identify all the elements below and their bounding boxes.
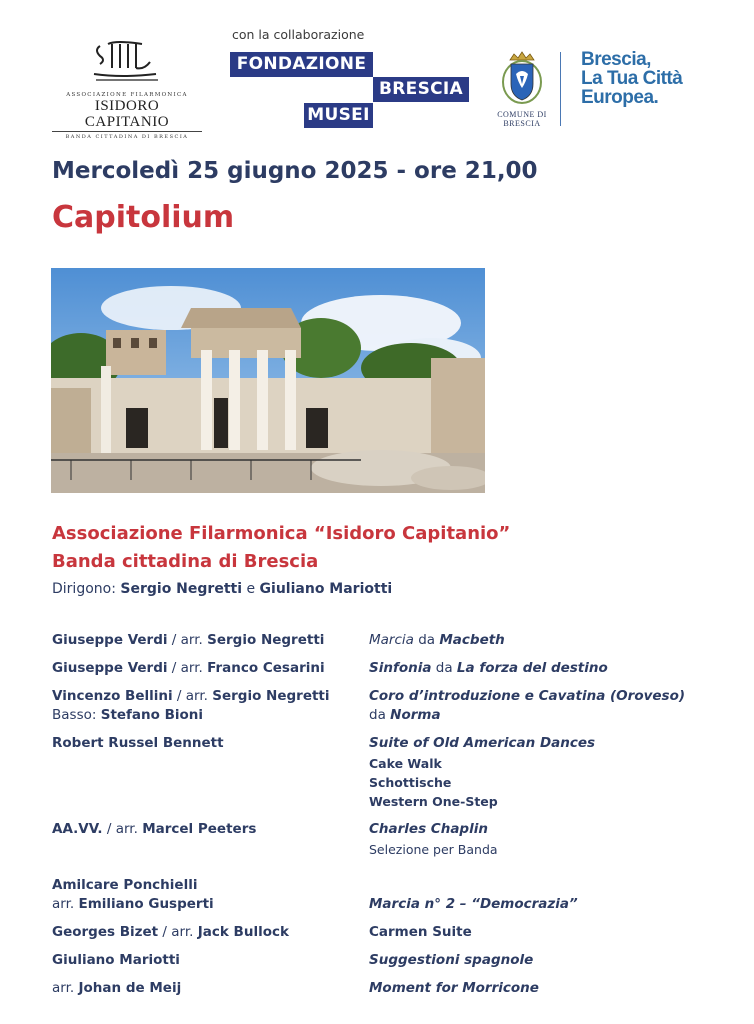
program-item-4-movement-2: Schottische (369, 775, 452, 790)
opera-title: Macbeth (439, 632, 505, 648)
arr-label: arr. (52, 980, 75, 996)
directors-conjunction: e (246, 581, 256, 597)
program-item-5-note: Selezione per Banda (369, 842, 498, 857)
program-item-3-work (369, 706, 441, 724)
tagline-line1: Brescia, (581, 49, 651, 70)
arranger: Franco Cesarini (207, 660, 325, 676)
soloist-label: Basso: (52, 707, 97, 723)
program-item-7-composer (52, 923, 289, 941)
program-item-8-title: Suggestioni spagnole (369, 952, 534, 968)
treble-clef-logo-icon (92, 40, 162, 84)
composer: Giuseppe Verdi (52, 632, 168, 648)
fondazione-logo-word1: FONDAZIONE (230, 52, 373, 77)
arr-separator: / arr. (167, 660, 208, 676)
logo-divider (560, 52, 561, 126)
da-connector: da (413, 632, 440, 648)
program-item-6-title: Marcia n° 2 – “Democrazia” (369, 896, 578, 912)
program-item-3-soloist (52, 706, 203, 724)
arr-separator: / arr. (102, 821, 143, 837)
arr-label: arr. (52, 896, 75, 912)
ensemble-name: Associazione Filarmonica “Isidoro Capitanio” (52, 523, 511, 544)
arranger: Sergio Negretti (207, 632, 325, 648)
arranger: Johan de Meij (78, 980, 182, 996)
isidoro-capitanio-logo (52, 40, 202, 140)
ensemble-subtitle: Banda cittadina di Brescia (52, 551, 319, 572)
arranger: Jack Bullock (197, 924, 289, 940)
soloist: Stefano Bioni (100, 707, 204, 723)
arranger: Sergio Negretti (212, 688, 330, 704)
collaboration-label: con la collaborazione (232, 27, 365, 42)
program-item-3-title: Coro d’introduzione e Cavatina (Oroveso) (369, 688, 686, 704)
association-subtitle: BANDA CITTADINA DI BRESCIA (65, 134, 189, 140)
fondazione-logo-word3: MUSEI (304, 103, 373, 128)
comune-di-brescia-logo (496, 50, 548, 128)
event-date-time: Mercoledì 25 giugno 2025 - ore 21,00 (52, 158, 538, 184)
piece-title: Sinfonia (369, 660, 432, 676)
brescia-tagline (581, 50, 682, 107)
composer: Giuseppe Verdi (52, 660, 168, 676)
composer: AA.VV. (52, 821, 103, 837)
program-item-4-movement-3: Western One-Step (369, 794, 498, 809)
program-item-7-title: Carmen Suite (369, 924, 472, 940)
program-item-6-arranger (52, 895, 214, 913)
arr-separator: / arr. (158, 924, 198, 940)
da-connector: da (431, 660, 457, 676)
program-item-4-movement-1: Cake Walk (369, 756, 442, 771)
program-item-6-composer: Amilcare Ponchielli (52, 877, 198, 893)
tagline-line3: Europea. (581, 87, 659, 108)
program-item-2-work (369, 659, 608, 677)
program-item-1-composer (52, 631, 324, 649)
fondazione-logo-word2: BRESCIA (373, 77, 469, 102)
event-venue: Capitolium (52, 200, 235, 235)
brescia-label: BRESCIA (503, 119, 541, 128)
piece-title: Marcia (369, 632, 414, 648)
program-item-9-title: Moment for Morricone (369, 980, 539, 996)
program-item-9-arranger (52, 979, 181, 997)
program-item-5-composer (52, 820, 256, 838)
tagline-line2: La Tua Città (581, 68, 683, 89)
director-2: Giuliano Mariotti (259, 581, 393, 597)
program-item-5-title: Charles Chaplin (369, 821, 488, 837)
composer: Georges Bizet (52, 924, 159, 940)
arr-separator: / arr. (172, 688, 213, 704)
director-1: Sergio Negretti (120, 581, 243, 597)
arr-separator: / arr. (167, 632, 208, 648)
opera-title: Norma (390, 707, 441, 723)
program-item-2-composer (52, 659, 325, 677)
program-item-4-composer: Robert Russel Bennett (52, 735, 224, 751)
directors-line (52, 581, 392, 597)
da-connector: da (369, 707, 386, 723)
arranger: Marcel Peeters (142, 821, 257, 837)
program-item-4-title: Suite of Old American Dances (369, 735, 596, 751)
comune-label: COMUNE DI (497, 110, 547, 119)
city-crest-icon (500, 50, 544, 106)
composer: Vincenzo Bellini (52, 688, 173, 704)
arranger: Emiliano Gusperti (78, 896, 214, 912)
opera-title: La forza del destino (456, 660, 608, 676)
association-name: ISIDORO CAPITANIO (52, 98, 202, 132)
program-item-3-composer (52, 687, 330, 705)
program-item-8-composer: Giuliano Mariotti (52, 952, 180, 968)
directors-label: Dirigono: (52, 581, 116, 597)
capitolium-photo (51, 268, 485, 493)
program-item-1-work (369, 631, 505, 649)
association-label: ASSOCIAZIONE FILARMONICA (66, 92, 188, 98)
